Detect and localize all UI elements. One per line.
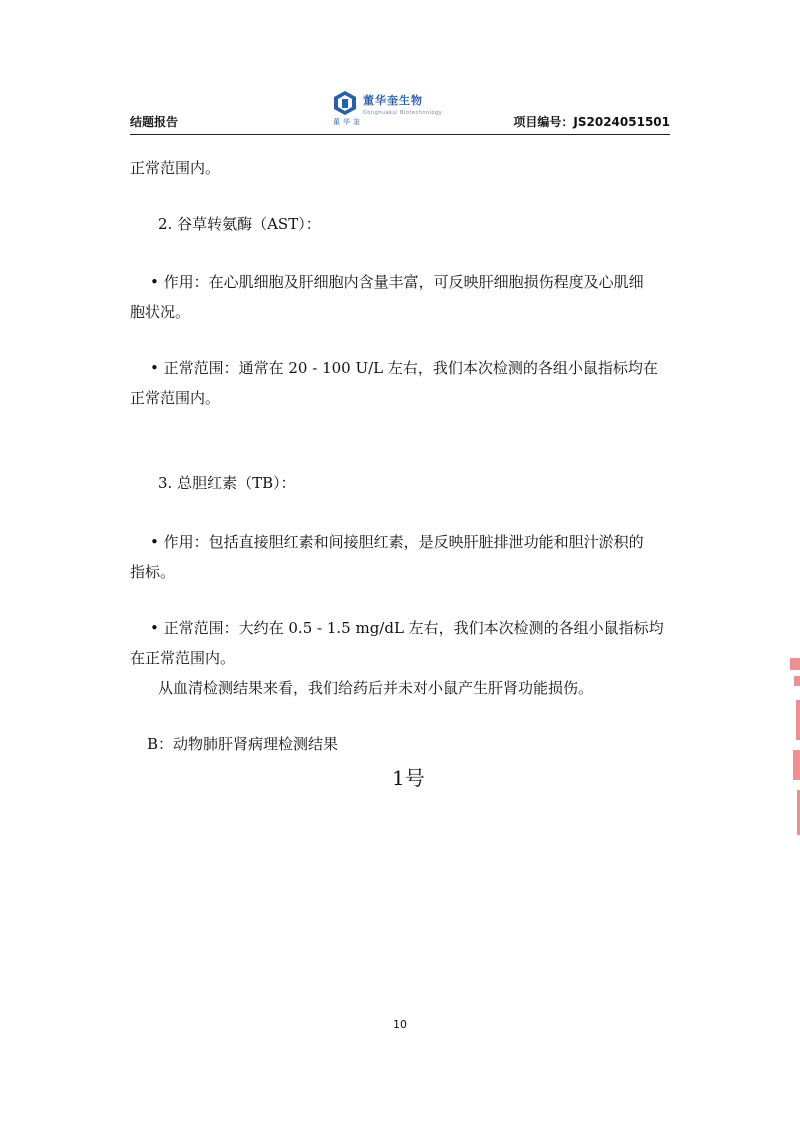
ast-function-line-cont: 胞状况。 [130,303,191,321]
tb-range-line-cont: 在正常范围内。 [130,649,236,667]
ast-range-line-cont: 正常范围内。 [130,389,221,407]
tb-range-line: • 正常范围：大约在 0.5 - 1.5 mg/dL 左右，我们本次检测的各组小鼠指标均 [150,619,664,637]
page-number: 10 [393,1018,407,1031]
logo-company-name: 董华奎生物 [363,94,423,107]
sample-label: 1号 [392,766,425,790]
paragraph-line: 正常范围内。 [130,159,221,177]
logo-english-name: Donghuakui Biotechnology [363,110,443,116]
ast-function-line: • 作用：在心肌细胞及肝细胞内含量丰富，可反映肝细胞损伤程度及心肌细 [150,273,644,291]
ast-heading: 2. 谷草转氨酶（AST）： [158,215,321,233]
tb-heading: 3. 总胆红素（TB）： [158,474,296,492]
company-logo [333,86,473,130]
ast-range-line: • 正常范围：通常在 20 - 100 U/L 左右，我们本次检测的各组小鼠指标均在 [150,359,658,377]
report-type-label: 结题报告 [130,115,179,129]
page-header [130,82,670,135]
section-b-heading: B：动物肺肝肾病理检测结果 [147,735,339,753]
conclusion-line: 从血清检测结果来看，我们给药后并未对小鼠产生肝肾功能损伤。 [158,679,594,697]
project-number: 项目编号：JS2024051501 [513,115,670,129]
tb-function-line-cont: 指标。 [130,563,176,581]
logo-sub-name: 董华奎 [333,118,363,126]
tb-function-line: • 作用：包括直接胆红素和间接胆红素，是反映肝脏排泄功能和胆汁淤积的 [150,533,644,551]
logo-mark-icon [333,90,357,116]
